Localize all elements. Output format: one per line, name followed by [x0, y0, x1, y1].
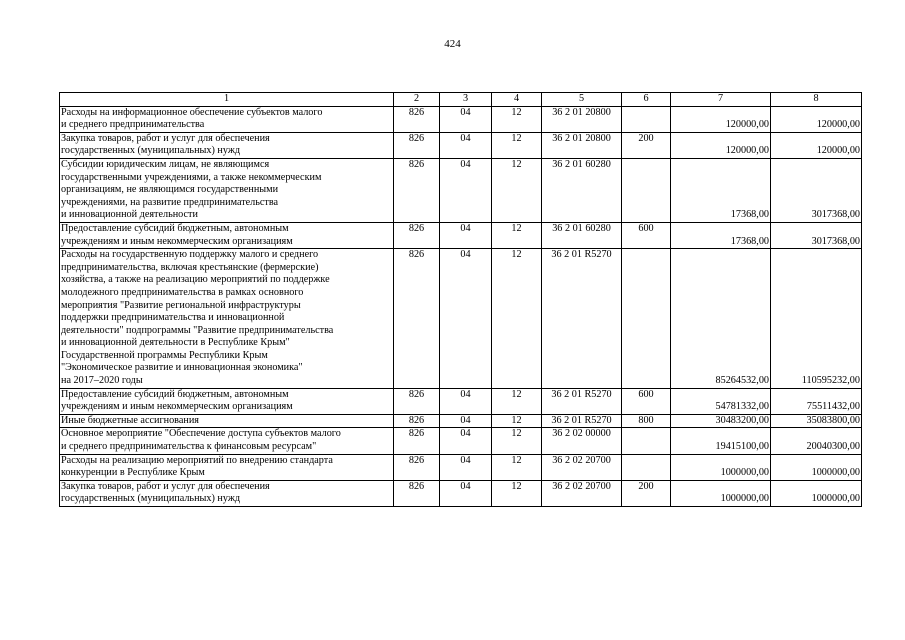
- amount-col8: 120000,00: [771, 106, 862, 132]
- expense-type: 800: [622, 414, 671, 428]
- column-header: 7: [671, 93, 771, 107]
- column-header: 3: [440, 93, 492, 107]
- amount-col8: 3017368,00: [771, 158, 862, 222]
- target-article: 36 2 01 R5270: [542, 414, 622, 428]
- section-code: 04: [440, 222, 492, 248]
- amount-col8: 1000000,00: [771, 480, 862, 506]
- target-article: 36 2 02 20700: [542, 480, 622, 506]
- amount-col7: 1000000,00: [671, 480, 771, 506]
- row-description: Субсидии юридическим лицам, не являющимся государственными учреждениями, а также некоммерческим организациям, не являющимся государственными учреждениями, на развитие предпринимательства и инновационной деятельности: [60, 158, 394, 222]
- expense-type: 200: [622, 480, 671, 506]
- admin-code: 826: [394, 480, 440, 506]
- amount-col7: 1000000,00: [671, 454, 771, 480]
- section-code: 04: [440, 106, 492, 132]
- subsection-code: 12: [492, 388, 542, 414]
- target-article: 36 2 02 00000: [542, 428, 622, 454]
- target-article: 36 2 01 20800: [542, 106, 622, 132]
- amount-col7: 54781332,00: [671, 388, 771, 414]
- expense-type: 600: [622, 388, 671, 414]
- section-code: 04: [440, 388, 492, 414]
- table-row: [60, 454, 862, 480]
- target-article: 36 2 01 R5270: [542, 249, 622, 389]
- amount-col8: 35083800,00: [771, 414, 862, 428]
- row-description: Предоставление субсидий бюджетным, автономным учреждениям и иным некоммерческим организациям: [60, 222, 394, 248]
- row-description: Закупка товаров, работ и услуг для обеспечения государственных (муниципальных) нужд: [60, 480, 394, 506]
- subsection-code: 12: [492, 132, 542, 158]
- amount-col8: 120000,00: [771, 132, 862, 158]
- amount-col7: 85264532,00: [671, 249, 771, 389]
- section-code: 04: [440, 414, 492, 428]
- admin-code: 826: [394, 388, 440, 414]
- column-header: 4: [492, 93, 542, 107]
- table-row: [60, 249, 862, 389]
- section-code: 04: [440, 249, 492, 389]
- table-row: [60, 428, 862, 454]
- amount-col7: 19415100,00: [671, 428, 771, 454]
- column-header: 6: [622, 93, 671, 107]
- section-code: 04: [440, 428, 492, 454]
- admin-code: 826: [394, 454, 440, 480]
- row-description: Расходы на реализацию мероприятий по внедрению стандарта конкуренции в Республике Крым: [60, 454, 394, 480]
- section-code: 04: [440, 132, 492, 158]
- section-code: 04: [440, 454, 492, 480]
- admin-code: 826: [394, 222, 440, 248]
- subsection-code: 12: [492, 480, 542, 506]
- amount-col7: 17368,00: [671, 222, 771, 248]
- subsection-code: 12: [492, 414, 542, 428]
- expense-type: 200: [622, 132, 671, 158]
- column-header: 1: [60, 93, 394, 107]
- target-article: 36 2 01 60280: [542, 222, 622, 248]
- table-row: [60, 480, 862, 506]
- row-description: Закупка товаров, работ и услуг для обеспечения государственных (муниципальных) нужд: [60, 132, 394, 158]
- amount-col7: 30483200,00: [671, 414, 771, 428]
- row-description: Расходы на государственную поддержку малого и среднего предпринимательства, включая крестьянские (фермерские) хозяйства, а также на реализацию мероприятий по поддержке молодежного предпринимательства в рамках основного мероприятия "Развитие региональной инфраструктуры поддержки предпринимательства и инновационной деятельности" подпрограммы "Развитие предпринимательства и инновационной деятельности в Республике Крым" Государственной программы Республики Крым "Экономическое развитие и инновационная экономика" на 2017–2020 годы: [60, 249, 394, 389]
- column-header: 5: [542, 93, 622, 107]
- amount-col8: 75511432,00: [771, 388, 862, 414]
- subsection-code: 12: [492, 158, 542, 222]
- row-description: Основное мероприятие "Обеспечение доступа субъектов малого и среднего предпринимательства к финансовым ресурсам": [60, 428, 394, 454]
- admin-code: 826: [394, 428, 440, 454]
- subsection-code: 12: [492, 454, 542, 480]
- column-header: 8: [771, 93, 862, 107]
- column-header: 2: [394, 93, 440, 107]
- admin-code: 826: [394, 414, 440, 428]
- table-row: [60, 414, 862, 428]
- amount-col7: 17368,00: [671, 158, 771, 222]
- subsection-code: 12: [492, 428, 542, 454]
- admin-code: 826: [394, 106, 440, 132]
- row-description: Расходы на информационное обеспечение субъектов малого и среднего предпринимательства: [60, 106, 394, 132]
- subsection-code: 12: [492, 249, 542, 389]
- target-article: 36 2 01 20800: [542, 132, 622, 158]
- amount-col7: 120000,00: [671, 132, 771, 158]
- table-row: [60, 158, 862, 222]
- table-header-row: [60, 93, 862, 107]
- expense-type: [622, 454, 671, 480]
- amount-col8: 1000000,00: [771, 454, 862, 480]
- expense-type: 600: [622, 222, 671, 248]
- admin-code: 826: [394, 158, 440, 222]
- expense-type: [622, 158, 671, 222]
- table-row: [60, 132, 862, 158]
- expense-type: [622, 106, 671, 132]
- subsection-code: 12: [492, 106, 542, 132]
- target-article: 36 2 01 60280: [542, 158, 622, 222]
- amount-col8: 3017368,00: [771, 222, 862, 248]
- table-row: [60, 388, 862, 414]
- row-description: Предоставление субсидий бюджетным, автономным учреждениям и иным некоммерческим организациям: [60, 388, 394, 414]
- table-row: [60, 222, 862, 248]
- amount-col8: 110595232,00: [771, 249, 862, 389]
- table-row: [60, 106, 862, 132]
- row-description: Иные бюджетные ассигнования: [60, 414, 394, 428]
- target-article: 36 2 01 R5270: [542, 388, 622, 414]
- target-article: 36 2 02 20700: [542, 454, 622, 480]
- section-code: 04: [440, 158, 492, 222]
- section-code: 04: [440, 480, 492, 506]
- admin-code: 826: [394, 132, 440, 158]
- expense-type: [622, 249, 671, 389]
- subsection-code: 12: [492, 222, 542, 248]
- budget-table: [59, 92, 862, 507]
- amount-col7: 120000,00: [671, 106, 771, 132]
- expense-type: [622, 428, 671, 454]
- amount-col8: 20040300,00: [771, 428, 862, 454]
- page-number: 424: [444, 38, 461, 50]
- admin-code: 826: [394, 249, 440, 389]
